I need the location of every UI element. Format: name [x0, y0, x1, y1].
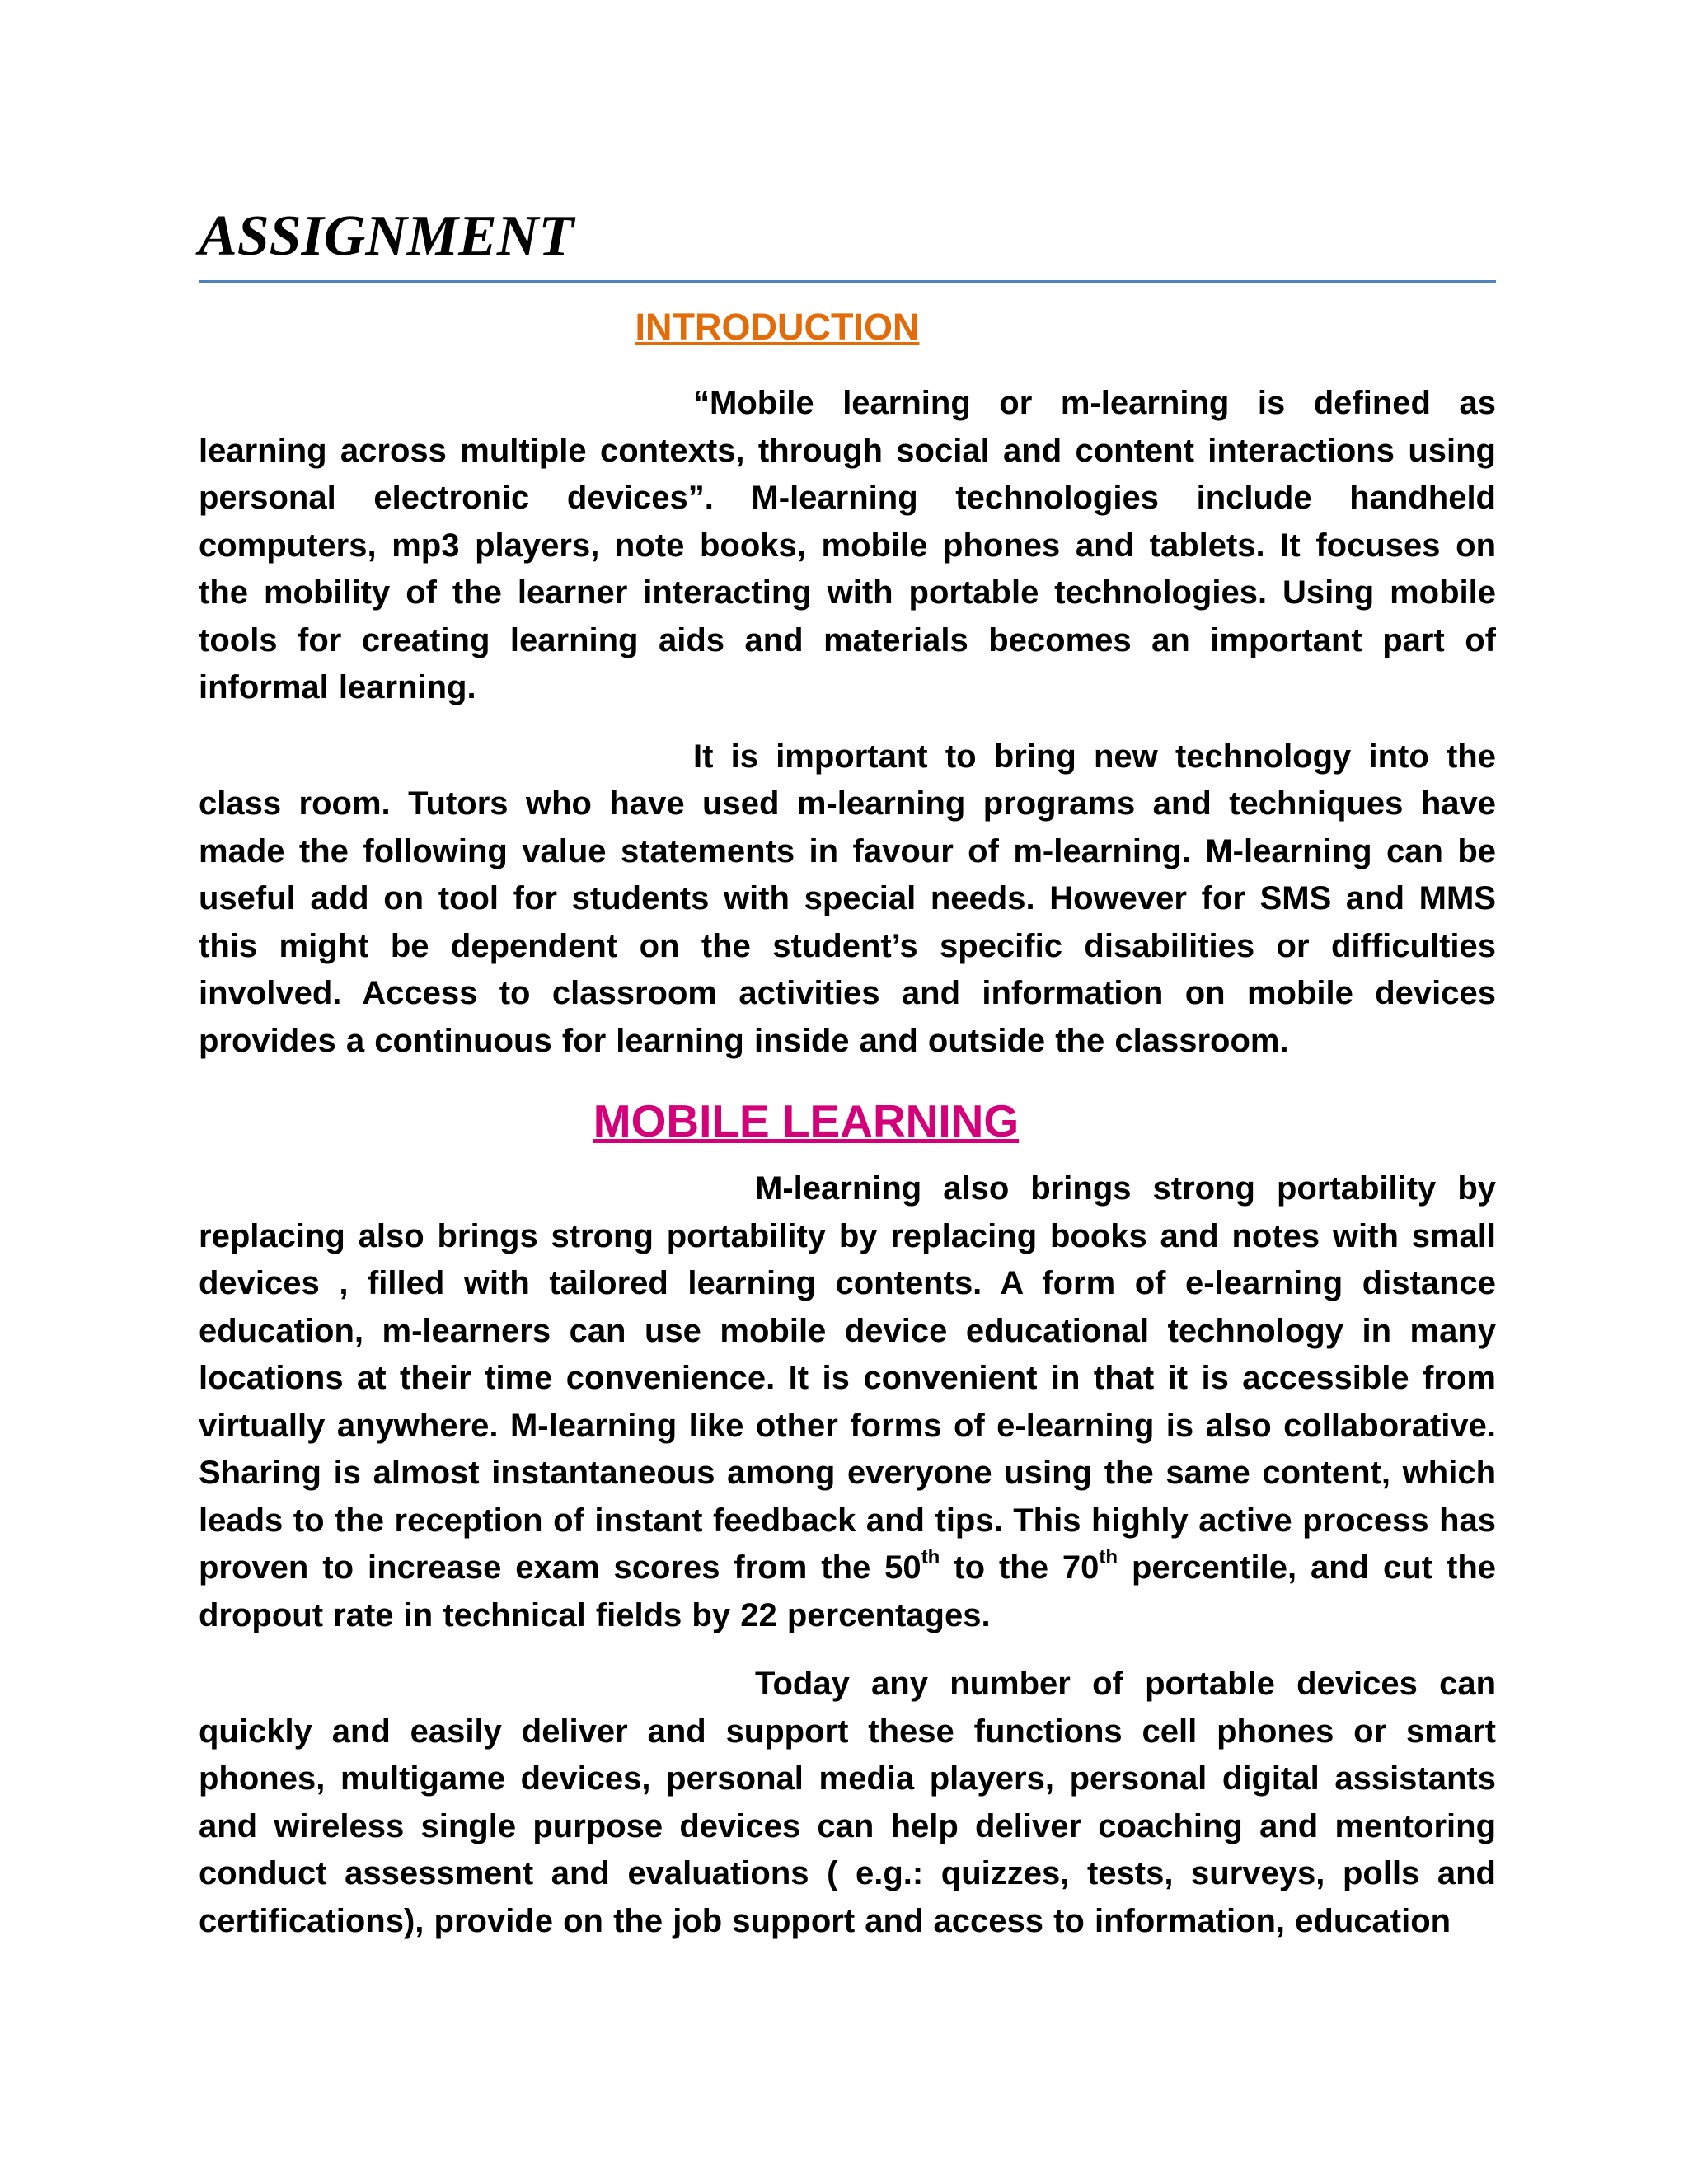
mobile-learning-paragraph-1-text-c: percentile, and cut the dropout rate in technical fields by 22 percentages.: [199, 1549, 1496, 1633]
introduction-paragraph-2-text: It is important to bring new technology into the class room. Tutors who have used m-learning programs and techniques have made the following value statements in favour of m-learning. M-learning can be useful add on tool for students with special needs. However for SMS and MMS this might be dependent on the student’s specific disabilities or difficulties involved. Access to classroom activities and information on mobile devices provides a continuous for learning inside and outside the classroom.: [199, 738, 1496, 1059]
introduction-paragraph-2: [199, 733, 1496, 1066]
ordinal-suffix-70: th: [1099, 1546, 1118, 1568]
mobile-learning-paragraph-1-text-a: M-learning also brings strong portability by replacing also brings strong portability by replacing books and notes with small devices , filled with tailored learning contents. A form of e-learning distance education, m-learners can use mobile device educational technology in many locations at their time convenience. It is convenient in that it is accessible from virtually anywhere. M-learning like other forms of e-learning is also collaborative. Sharing is almost instantaneous among everyone using the same content, which leads to the reception of instant feedback and tips. This highly active process has proven to increase exam scores from the 50: [199, 1170, 1496, 1586]
mobile-learning-paragraph-2: [199, 1661, 1496, 1945]
document-title: ASSIGNMENT: [199, 198, 1496, 283]
mobile-learning-paragraph-1: [199, 1165, 1496, 1639]
introduction-paragraph-1-text: “Mobile learning or m-learning is defined as learning across multiple contexts, through social and content interactions using personal electronic devices”. M-learning technologies include handheld computers, mp3 players, note books, mobile phones and tablets. It focuses on the mobility of the learner interacting with portable technologies. Using mobile tools for creating learning aids and materials becomes an important part of informal learning.: [199, 385, 1496, 705]
introduction-paragraph-1: [199, 380, 1496, 712]
ordinal-suffix-50: th: [921, 1546, 940, 1568]
mobile-learning-paragraph-2-text: Today any number of portable devices can quickly and easily deliver and support these functions cell phones or smart phones, multigame devices, personal media players, personal digital assistants and wireless single purpose devices can help deliver coaching and mentoring conduct assessment and evaluations ( e.g.: quizzes, tests, surveys, polls and certifications), provide on the job support and access to information, education: [199, 1666, 1496, 1939]
mobile-learning-heading: MOBILE LEARNING: [593, 1095, 1020, 1146]
introduction-heading: INTRODUCTION: [635, 306, 920, 348]
mobile-learning-paragraph-1-text-b: to the 70: [940, 1549, 1100, 1586]
document-page: [199, 198, 1496, 1966]
